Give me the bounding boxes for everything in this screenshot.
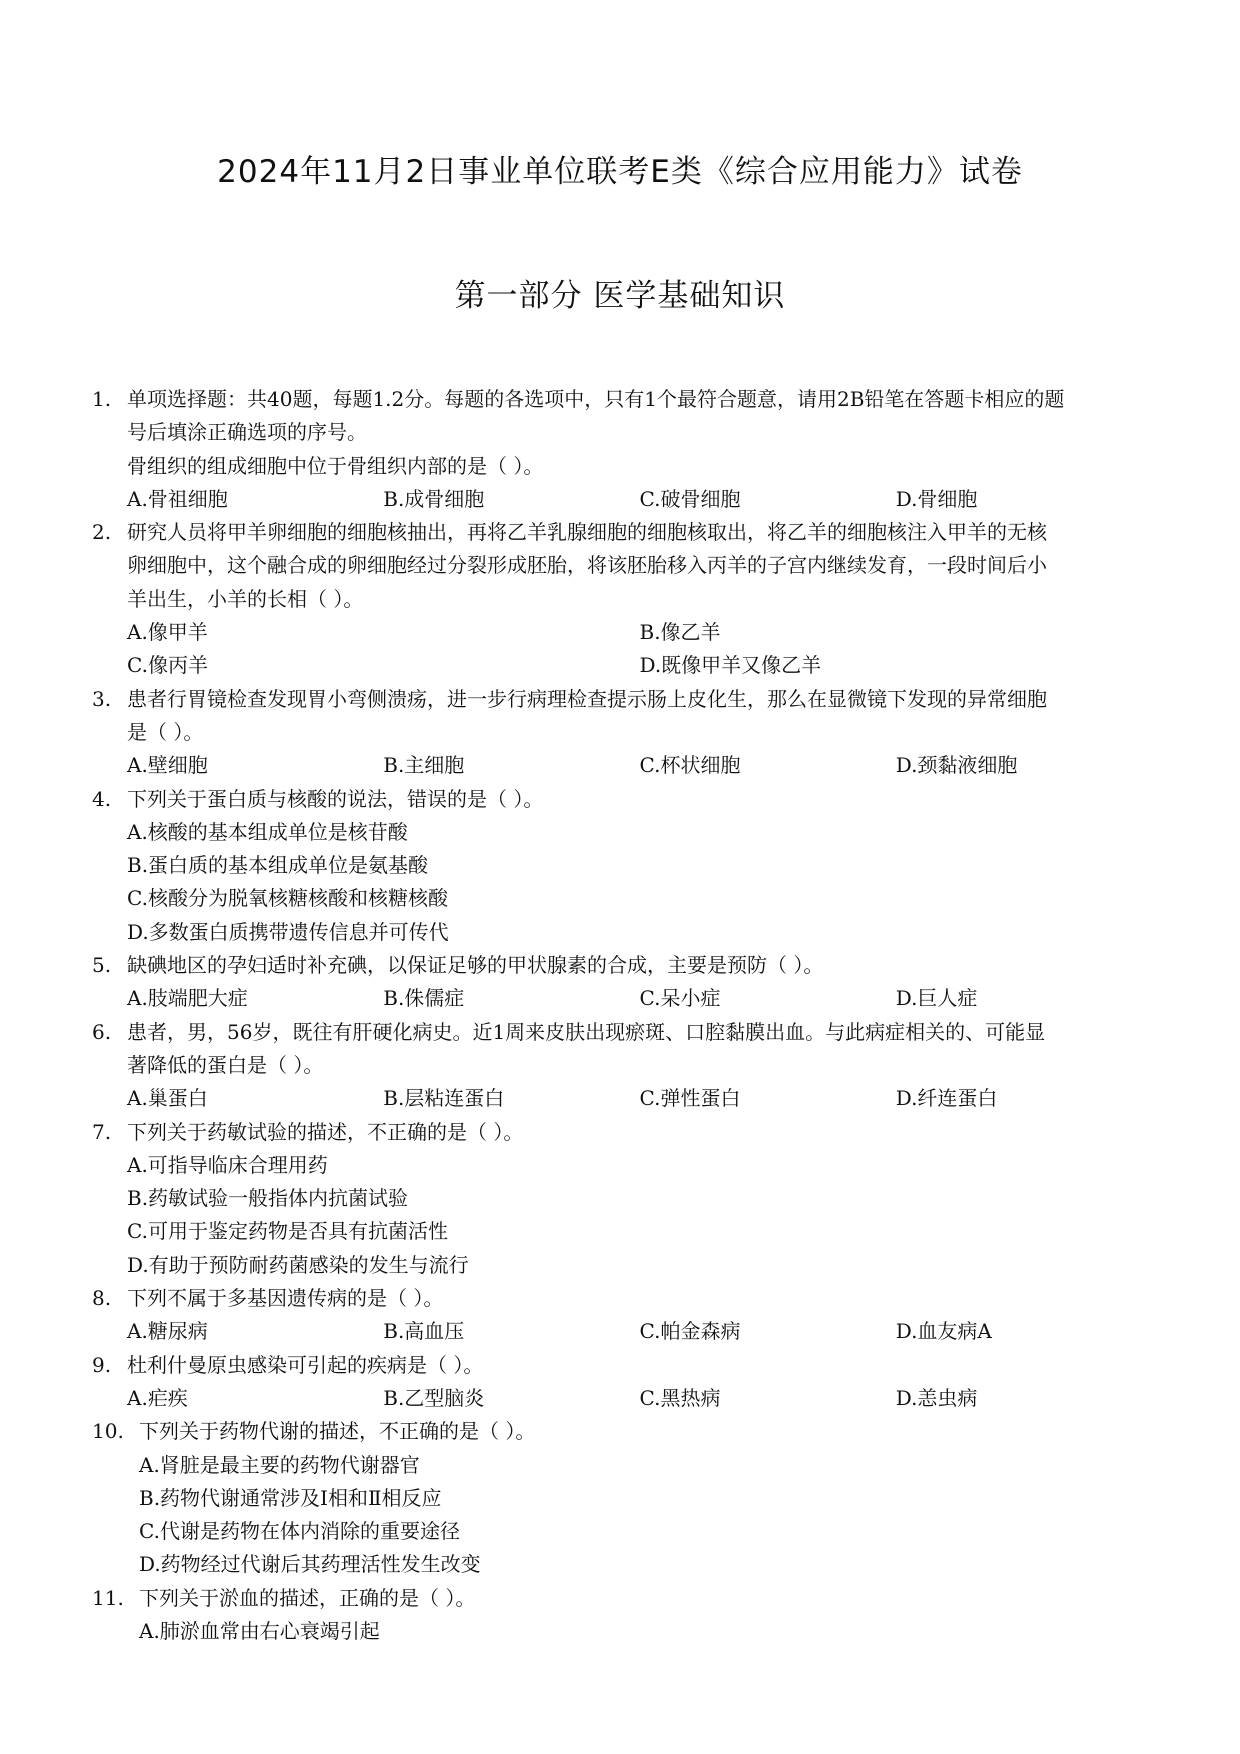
option-b: B.高血压 bbox=[383, 1319, 465, 1344]
question-text: 患者，男，56岁，既往有肝硬化病史。近1周来皮肤出现瘀斑、口腔黏膜出血。与此病症相关的、可能显 bbox=[127, 1019, 1046, 1044]
question-text: 下列关于药物代谢的描述，不正确的是（ ）。 bbox=[139, 1419, 536, 1444]
option-row bbox=[92, 649, 1152, 682]
option-c: C.弹性蛋白 bbox=[639, 1086, 741, 1111]
option-row bbox=[92, 483, 1152, 516]
question-stem: 骨组织的组成细胞中位于骨组织内部的是（ ）。 bbox=[127, 453, 544, 478]
question-text: 羊出生，小羊的长相（ ）。 bbox=[127, 586, 364, 611]
option-b: B.乙型脑炎 bbox=[383, 1385, 485, 1410]
option-a: A.壁细胞 bbox=[127, 753, 208, 778]
question-text: 缺碘地区的孕妇适时补充碘，以保证足够的甲状腺素的合成，主要是预防（ ）。 bbox=[127, 953, 824, 978]
question-number: 1. bbox=[92, 387, 112, 411]
option-d: D.药物经过代谢后其药理活性发生改变 bbox=[139, 1552, 481, 1577]
option-d: D.有助于预防耐药菌感染的发生与流行 bbox=[127, 1252, 469, 1277]
option-b: B.侏儒症 bbox=[383, 986, 465, 1011]
option-a: A.肺淤血常由右心衰竭引起 bbox=[139, 1618, 380, 1643]
option-a: A.像甲羊 bbox=[127, 620, 208, 645]
question-6 bbox=[92, 1016, 1152, 1116]
section-title: 第一部分 医学基础知识 bbox=[454, 278, 786, 314]
question-text: 单项选择题：共40题，每题1.2分。每题的各选项中，只有1个最符合题意，请用2B铅笔在答题卡相应的题 bbox=[127, 387, 1065, 411]
option-a: A.巢蛋白 bbox=[127, 1086, 208, 1111]
exam-title: 2024年11月2日事业单位联考E类《综合应用能力》试卷 bbox=[217, 154, 1023, 190]
option-c: C.黑热病 bbox=[639, 1385, 721, 1410]
option-b: B.像乙羊 bbox=[639, 620, 721, 645]
option-d: D.血友病A bbox=[895, 1319, 992, 1344]
question-number: 10. bbox=[92, 1419, 124, 1444]
option-c: C.杯状细胞 bbox=[639, 753, 741, 778]
option-row bbox=[92, 1382, 1152, 1415]
option-c: C.核酸分为脱氧核糖核酸和核糖核酸 bbox=[127, 886, 448, 911]
question-text: 下列不属于多基因遗传病的是（ ）。 bbox=[127, 1286, 444, 1311]
question-text: 著降低的蛋白是（ ）。 bbox=[127, 1052, 324, 1077]
option-b: B.药物代谢通常涉及Ⅰ相和Ⅱ相反应 bbox=[139, 1485, 442, 1510]
option-a: A.肢端肥大症 bbox=[127, 986, 248, 1011]
question-1 bbox=[92, 383, 1152, 516]
option-d: D.纤连蛋白 bbox=[895, 1086, 998, 1111]
option-a: A.肾脏是最主要的药物代谢器官 bbox=[139, 1452, 420, 1477]
option-d: D.既像甲羊又像乙羊 bbox=[639, 653, 822, 678]
option-d: D.骨细胞 bbox=[895, 486, 978, 511]
question-number: 11. bbox=[92, 1585, 124, 1610]
question-text: 下列关于药敏试验的描述，不正确的是（ ）。 bbox=[127, 1119, 524, 1144]
question-text: 患者行胃镜检查发现胃小弯侧溃疡，进一步行病理检查提示肠上皮化生，那么在显微镜下发现的异常细胞 bbox=[127, 686, 1047, 711]
option-a: A.核酸的基本组成单位是核苷酸 bbox=[127, 819, 408, 844]
question-number: 6. bbox=[92, 1019, 112, 1044]
option-c: C.帕金森病 bbox=[639, 1319, 741, 1344]
option-b: B.层粘连蛋白 bbox=[383, 1086, 505, 1111]
question-text: 杜利什曼原虫感染可引起的疾病是（ ）。 bbox=[127, 1352, 484, 1377]
question-text: 号后填涂正确选项的序号。 bbox=[127, 420, 367, 445]
question-3 bbox=[92, 683, 1152, 783]
question-text: 是（ ）。 bbox=[127, 719, 204, 744]
question-10 bbox=[92, 1415, 1152, 1581]
option-a: A.疟疾 bbox=[127, 1385, 188, 1410]
question-4 bbox=[92, 783, 1152, 949]
option-c: C.可用于鉴定药物是否具有抗菌活性 bbox=[127, 1219, 448, 1244]
question-number: 5. bbox=[92, 953, 112, 978]
option-d: D.恙虫病 bbox=[895, 1385, 978, 1410]
option-c: C.破骨细胞 bbox=[639, 486, 741, 511]
question-2 bbox=[92, 516, 1152, 682]
option-b: B.成骨细胞 bbox=[383, 486, 485, 511]
option-b: B.主细胞 bbox=[383, 753, 465, 778]
question-number: 3. bbox=[92, 686, 112, 711]
option-row bbox=[92, 616, 1152, 649]
question-text: 下列关于淤血的描述，正确的是（ ）。 bbox=[139, 1585, 476, 1610]
option-row bbox=[92, 1082, 1152, 1115]
question-8 bbox=[92, 1282, 1152, 1349]
question-number: 7. bbox=[92, 1119, 112, 1144]
option-c: C.呆小症 bbox=[639, 986, 721, 1011]
question-number: 9. bbox=[92, 1352, 112, 1377]
question-number: 4. bbox=[92, 786, 112, 811]
option-a: A.糖尿病 bbox=[127, 1319, 208, 1344]
question-list bbox=[92, 383, 1152, 1648]
question-text: 研究人员将甲羊卵细胞的细胞核抽出，再将乙羊乳腺细胞的细胞核取出，将乙羊的细胞核注入甲羊的无核 bbox=[127, 520, 1047, 545]
option-b: B.蛋白质的基本组成单位是氨基酸 bbox=[127, 853, 429, 878]
option-row bbox=[92, 982, 1152, 1015]
question-number: 2. bbox=[92, 520, 112, 545]
option-a: A.可指导临床合理用药 bbox=[127, 1152, 328, 1177]
question-11 bbox=[92, 1582, 1152, 1649]
option-b: B.药敏试验一般指体内抗菌试验 bbox=[127, 1186, 409, 1211]
question-9 bbox=[92, 1349, 1152, 1416]
question-text: 卵细胞中，这个融合成的卵细胞经过分裂形成胚胎，将该胚胎移入丙羊的子宫内继续发育，一段时间后小 bbox=[127, 553, 1047, 578]
option-row bbox=[92, 1315, 1152, 1348]
question-7 bbox=[92, 1116, 1152, 1282]
option-a: A.骨祖细胞 bbox=[127, 486, 228, 511]
option-d: D.颈黏液细胞 bbox=[895, 753, 1018, 778]
question-number: 8. bbox=[92, 1286, 112, 1311]
option-c: C.像丙羊 bbox=[127, 653, 208, 678]
option-row bbox=[92, 749, 1152, 782]
question-text: 下列关于蛋白质与核酸的说法，错误的是（ ）。 bbox=[127, 786, 544, 811]
option-c: C.代谢是药物在体内消除的重要途径 bbox=[139, 1519, 460, 1544]
question-5 bbox=[92, 949, 1152, 1016]
option-d: D.巨人症 bbox=[895, 986, 978, 1011]
option-d: D.多数蛋白质携带遗传信息并可传代 bbox=[127, 919, 449, 944]
